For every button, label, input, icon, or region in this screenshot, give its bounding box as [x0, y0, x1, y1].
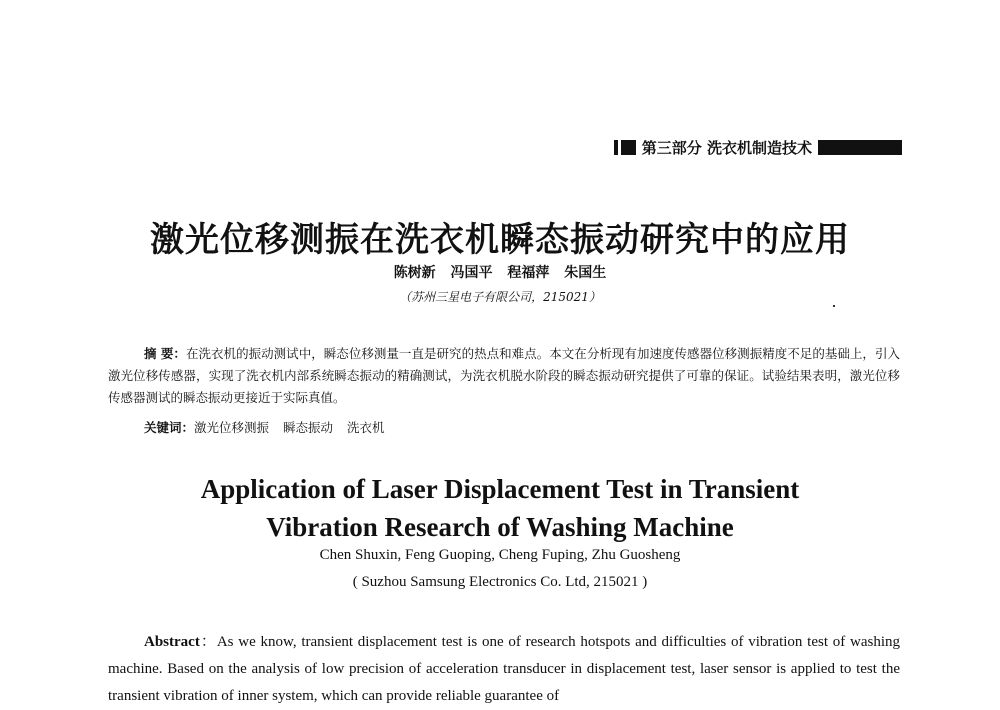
header-bar-left-decoration: [614, 140, 636, 155]
section-header: [614, 137, 902, 158]
chinese-affiliation: （苏州三星电子有限公司，215021）: [399, 290, 601, 304]
chinese-authors: 陈树新 冯国平 程福萍 朱国生: [393, 265, 607, 281]
english-abstract: [108, 629, 900, 710]
speck-mark: [833, 305, 835, 307]
english-authors: Chen Shuxin, Feng Guoping, Cheng Fuping, Zhu Guosheng: [319, 547, 681, 563]
chinese-title: 激光位移测振在洗衣机瞬态振动研究中的应用: [150, 220, 850, 260]
header-bar-right-decoration: [818, 140, 902, 155]
keyword-item: 瞬态振动: [283, 420, 334, 435]
english-title-line-1: Application of Laser Displacement Test in Transient: [200, 474, 800, 504]
chinese-abstract-label: 摘 要：: [144, 346, 186, 361]
english-abstract-label: Abstract: [144, 634, 200, 650]
keyword-item: 洗衣机: [347, 420, 385, 435]
section-header-text: 第三部分 洗衣机制造技术: [641, 139, 812, 157]
chinese-abstract: [108, 343, 900, 409]
english-title-line-2: Vibration Research of Washing Machine: [266, 512, 734, 542]
chinese-keywords: [144, 418, 399, 436]
chinese-abstract-text: 在洗衣机的振动测试中，瞬态位移测量一直是研究的热点和难点。本文在分析现有加速度传感器位移测振精度不足的基础上，引入激光位移传感器，实现了洗衣机内部系统瞬态振动的精确测试，为洗衣机脱水阶段的瞬态振动研究提供了可靠的保证。试验结果表明，激光位移传感器测试的瞬态振动更接近于实际真值。: [108, 346, 900, 405]
english-abstract-text: ：As we know, transient displacement test is one of research hotspots and difficulties of vibration test of washing machine. Based on the analysis of low precision of acceleration transducer in displacement test, laser sensor is applied to test the transient vibration of inner system, which can provide reliable guarantee of: [108, 634, 900, 704]
english-title: [0, 470, 1000, 546]
keyword-item: 激光位移测振: [194, 420, 270, 435]
chinese-keywords-label: 关键词：: [144, 420, 195, 435]
english-affiliation: ( Suzhou Samsung Electronics Co. Ltd, 215021 ): [352, 574, 648, 590]
